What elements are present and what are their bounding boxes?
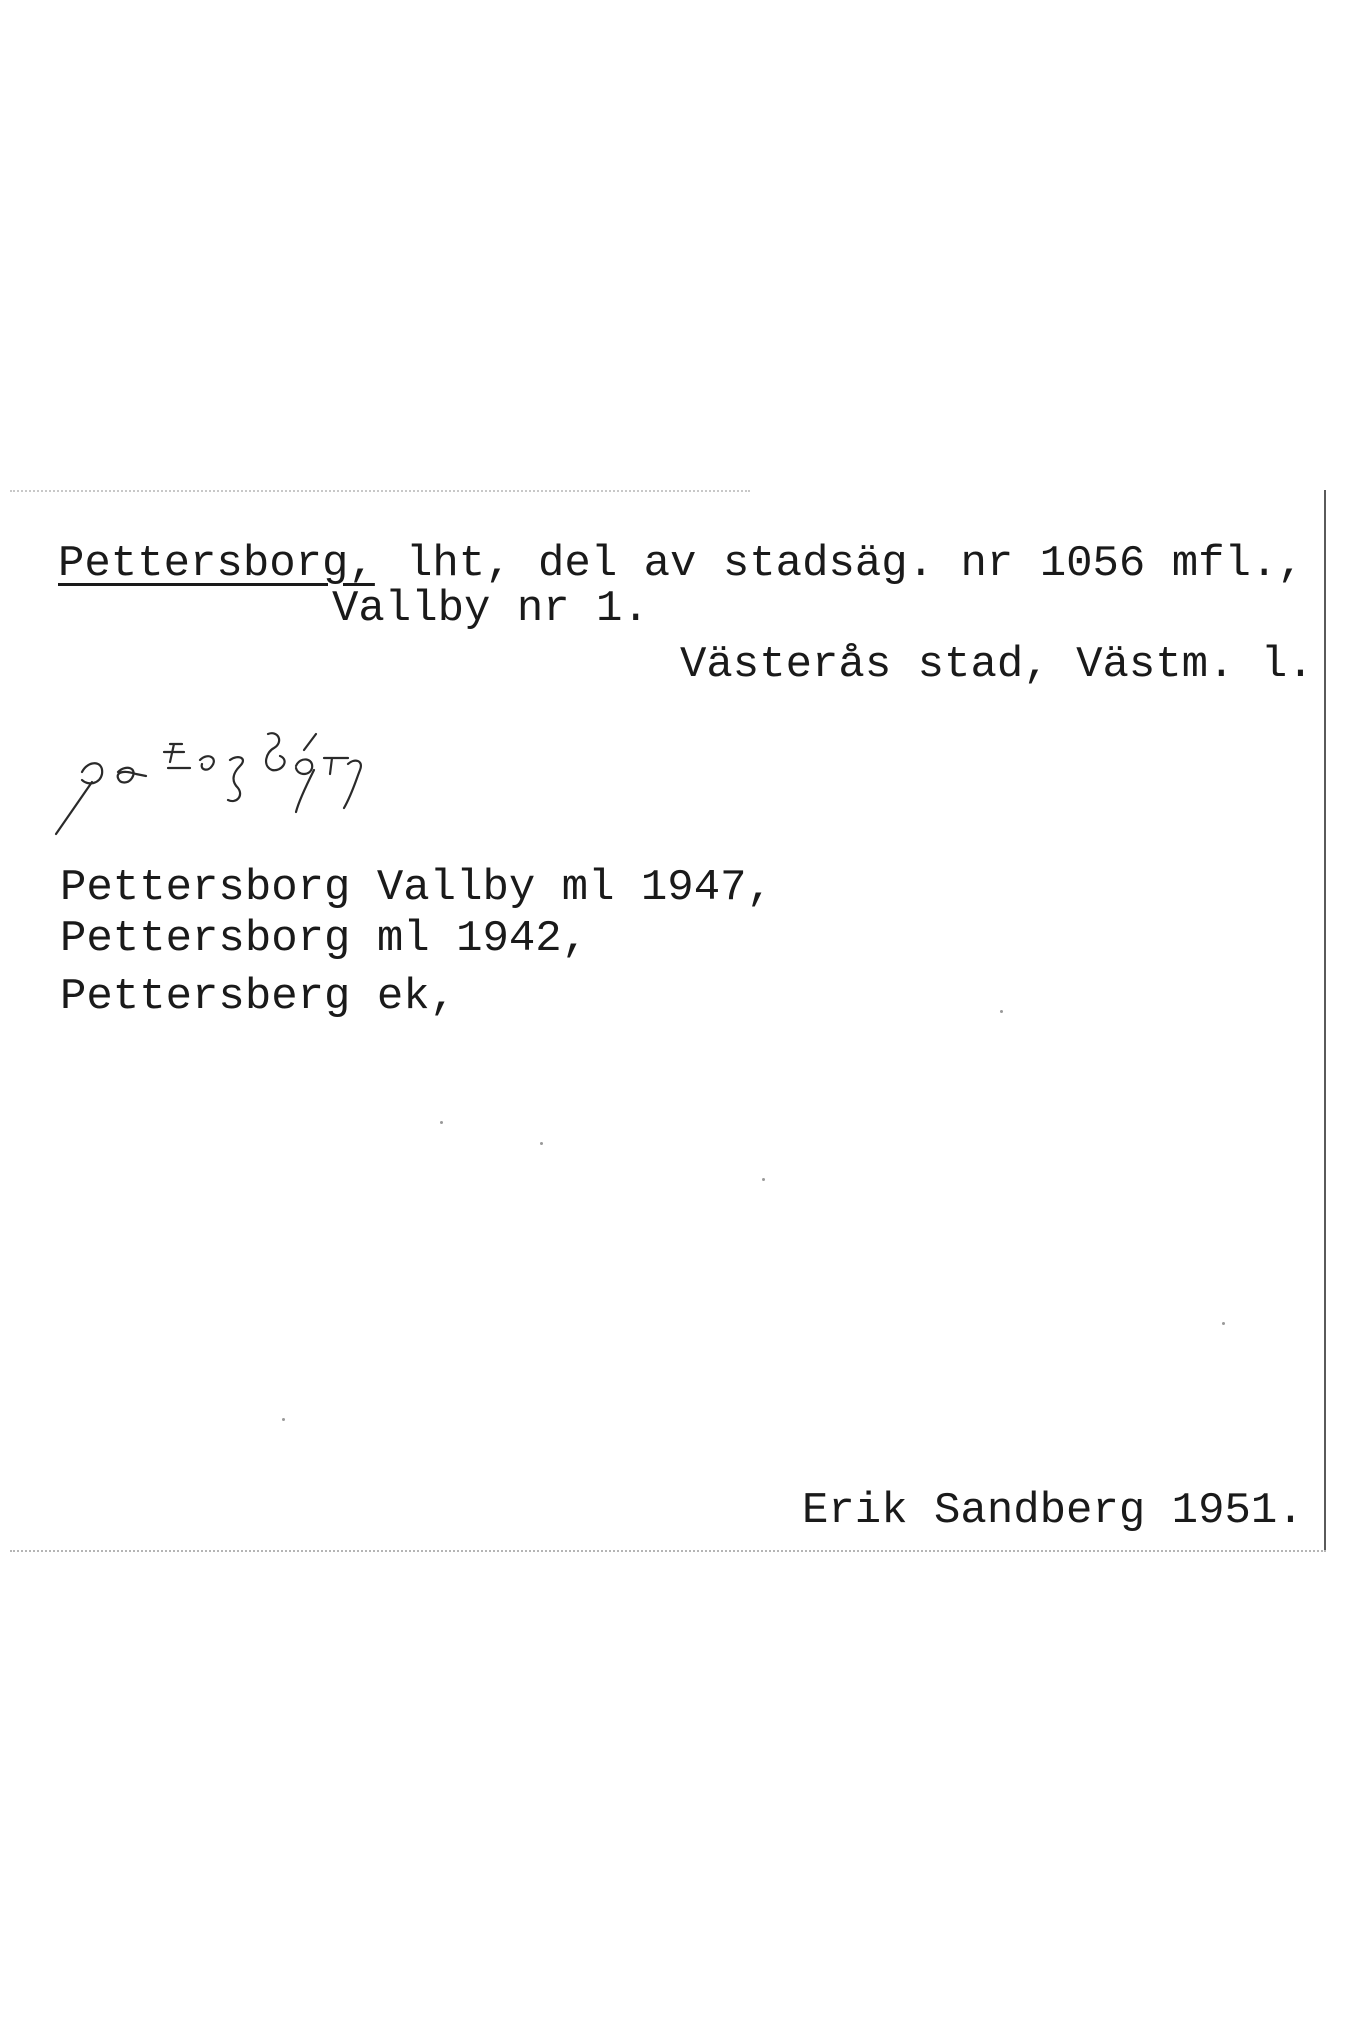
place-description: lht, del av stadsäg. nr 1056 mfl.,	[406, 539, 1304, 589]
name-variant: Pettersberg ek,	[60, 972, 457, 1022]
place-description-continued: Vallby nr 1.	[332, 584, 649, 634]
name-variant: Pettersborg Vallby ml 1947,	[60, 863, 773, 913]
name-variant: Pettersborg ml 1942,	[60, 914, 589, 964]
location: Västerås stad, Västm. l.	[680, 640, 1314, 690]
speck	[1000, 1010, 1003, 1013]
card-right-edge	[1324, 490, 1326, 1552]
speck	[540, 1142, 543, 1145]
speck	[1222, 1322, 1225, 1325]
place-name: Pettersborg,	[58, 539, 375, 589]
handwritten-pronunciation-drawing	[52, 700, 452, 840]
speck	[440, 1121, 443, 1124]
signature-line: Erik Sandberg 1951.	[802, 1486, 1304, 1536]
card-top-edge	[10, 490, 750, 492]
speck	[282, 1418, 285, 1421]
card-bottom-edge	[10, 1550, 1326, 1552]
speck	[762, 1178, 765, 1181]
handwritten-pronunciation	[52, 700, 452, 840]
